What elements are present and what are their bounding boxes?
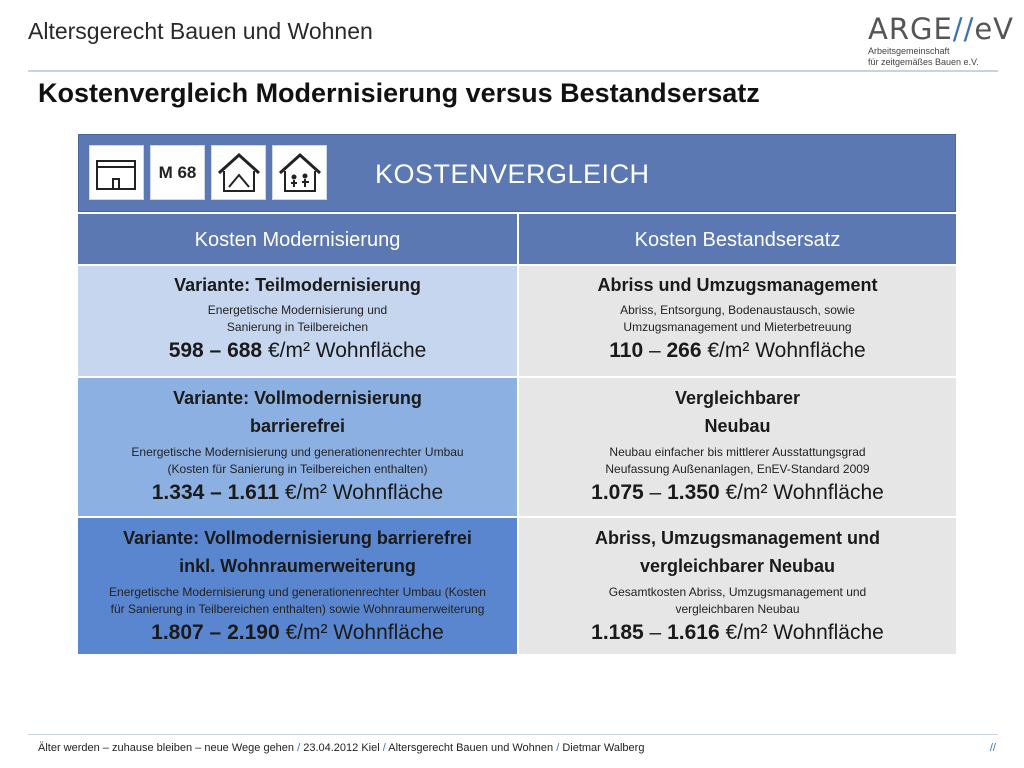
variant-cell-neubau (517, 376, 956, 516)
variant-description-line: Gesamtkosten Abriss, Umzugsmanagement und (608, 585, 867, 599)
variant-description (519, 444, 956, 478)
price-unit: €/m² Wohnfläche (719, 621, 884, 644)
variant-price (519, 480, 956, 506)
variant-description-line: für Sanierung in Teilbereichen enthalten) sowie Wohnraumerweiterung (110, 602, 485, 616)
footer-mark: // (989, 742, 996, 754)
header-divider (28, 70, 998, 72)
variant-title (78, 384, 517, 440)
variant-description-line: Sanierung in Teilbereichen (226, 320, 369, 334)
column-header-row (78, 212, 956, 264)
variant-description-line: Abriss, Entsorgung, Bodenaustausch, sowie (620, 303, 855, 317)
variant-price (519, 338, 956, 364)
variant-title-line: Vergleichbarer (674, 388, 801, 408)
variant-title-line: Abriss und Umzugsmanagement (597, 275, 878, 295)
variant-cell-abriss-umzug (517, 264, 956, 376)
price-range: 1.807 – 2.190 (151, 621, 280, 644)
variant-title (519, 272, 956, 298)
building-outline-icon (89, 145, 144, 200)
logo-subtitle-1: Arbeitsgemeinschaft (868, 46, 950, 56)
logo-subtitle-2: für zeitgemäßes Bauen e.V. (868, 57, 979, 67)
price-range: 1.334 – 1.611 (151, 481, 280, 504)
m68-label-icon (150, 145, 205, 200)
variant-title-line: barrierefrei (249, 416, 346, 436)
variant-description-line: (Kosten für Sanierung in Teilbereichen enthalten) (167, 462, 428, 476)
price-unit: €/m² Wohnfläche (262, 339, 427, 362)
column-header-bestandsersatz: Kosten Bestandsersatz (517, 212, 956, 264)
footer-separator: / (553, 742, 563, 754)
variant-title-line: vergleichbarer Neubau (639, 556, 836, 576)
house-roof-icon (211, 145, 266, 200)
variant-title (519, 524, 956, 580)
variant-cell-wohnraumerweiterung (78, 516, 517, 654)
table-row (78, 264, 956, 376)
arge-logo (868, 12, 1015, 70)
variant-description (78, 444, 517, 478)
price-dash: – (643, 339, 667, 362)
price-unit: €/m² Wohnfläche (701, 339, 866, 362)
variant-title-line: Variante: Vollmodernisierung barrierefrei (123, 528, 472, 548)
variant-title-line: Variante: Teilmodernisierung (174, 275, 421, 295)
price-low: 110 (609, 339, 644, 362)
footer (38, 742, 644, 754)
variant-title-line: inkl. Wohnraumerweiterung (179, 556, 416, 576)
footer-date-place: 23.04.2012 Kiel (303, 742, 380, 754)
variant-cell-abriss-neubau (517, 516, 956, 654)
variant-description-line: Neubau einfacher bis mittlerer Ausstattungsgrad (609, 445, 866, 459)
price-range: 598 – 688 (168, 339, 263, 362)
variant-title-line: Abriss, Umzugsmanagement und (594, 528, 881, 548)
banner-title: KOSTENVERGLEICH (375, 159, 650, 189)
table-banner (78, 134, 956, 212)
variant-description-line: Energetische Modernisierung und (207, 303, 388, 317)
table-row (78, 376, 956, 516)
footer-topic: Altersgerecht Bauen und Wohnen (388, 742, 554, 754)
price-unit: €/m² Wohnfläche (279, 481, 444, 504)
variant-description (519, 584, 956, 618)
variant-description (519, 302, 956, 336)
logo-wordmark-right: eV (974, 12, 1015, 46)
logo-wordmark-left: ARGE (868, 12, 953, 46)
logo-wordmark (868, 12, 1015, 46)
price-dash: – (643, 621, 668, 644)
banner-icons (89, 145, 327, 200)
variant-price (78, 480, 517, 506)
variant-cell-teilmodernisierung (78, 264, 517, 376)
table-row (78, 516, 956, 654)
cost-comparison-table (78, 134, 956, 654)
footer-divider (28, 734, 998, 735)
variant-title (78, 524, 517, 580)
price-unit: €/m² Wohnfläche (719, 481, 884, 504)
variant-description-line: Energetische Modernisierung und generationenrechter Umbau (131, 445, 464, 459)
house-family-icon (272, 145, 327, 200)
price-high: 1.350 (667, 481, 720, 504)
variant-description-line: Neufassung Außenanlagen, EnEV-Standard 2009 (605, 462, 870, 476)
m68-label: M 68 (158, 162, 197, 182)
footer-separator: / (294, 742, 304, 754)
variant-price (519, 620, 956, 646)
variant-description-line: Umzugsmanagement und Mieterbetreuung (623, 320, 852, 334)
variant-title-line: Neubau (704, 416, 771, 436)
column-header-modernisierung: Kosten Modernisierung (78, 212, 517, 264)
footer-slogan: Älter werden – zuhause bleiben – neue Wege gehen (38, 742, 295, 754)
footer-separator: / (379, 742, 389, 754)
variant-price (78, 338, 517, 364)
variant-title (519, 384, 956, 440)
variant-title-line: Variante: Vollmodernisierung (173, 388, 422, 408)
page-title: Kostenvergleich Modernisierung versus Bestandsersatz (38, 78, 760, 108)
variant-description (78, 302, 517, 336)
variant-description-line: Energetische Modernisierung und generationenrechter Umbau (Kosten (109, 585, 486, 599)
variant-description-line: vergleichbaren Neubau (675, 602, 800, 616)
footer-author: Dietmar Walberg (562, 742, 645, 754)
price-dash: – (643, 481, 668, 504)
variant-cell-vollmodernisierung (78, 376, 517, 516)
variant-title (78, 272, 517, 298)
price-unit: €/m² Wohnfläche (279, 621, 444, 644)
price-low: 1.185 (591, 621, 644, 644)
logo-wordmark-slash: // (952, 12, 975, 46)
variant-price (78, 620, 517, 646)
section-title: Altersgerecht Bauen und Wohnen (28, 18, 373, 44)
price-high: 1.616 (667, 621, 720, 644)
variant-description (78, 584, 517, 618)
price-high: 266 (666, 339, 702, 362)
price-low: 1.075 (591, 481, 644, 504)
